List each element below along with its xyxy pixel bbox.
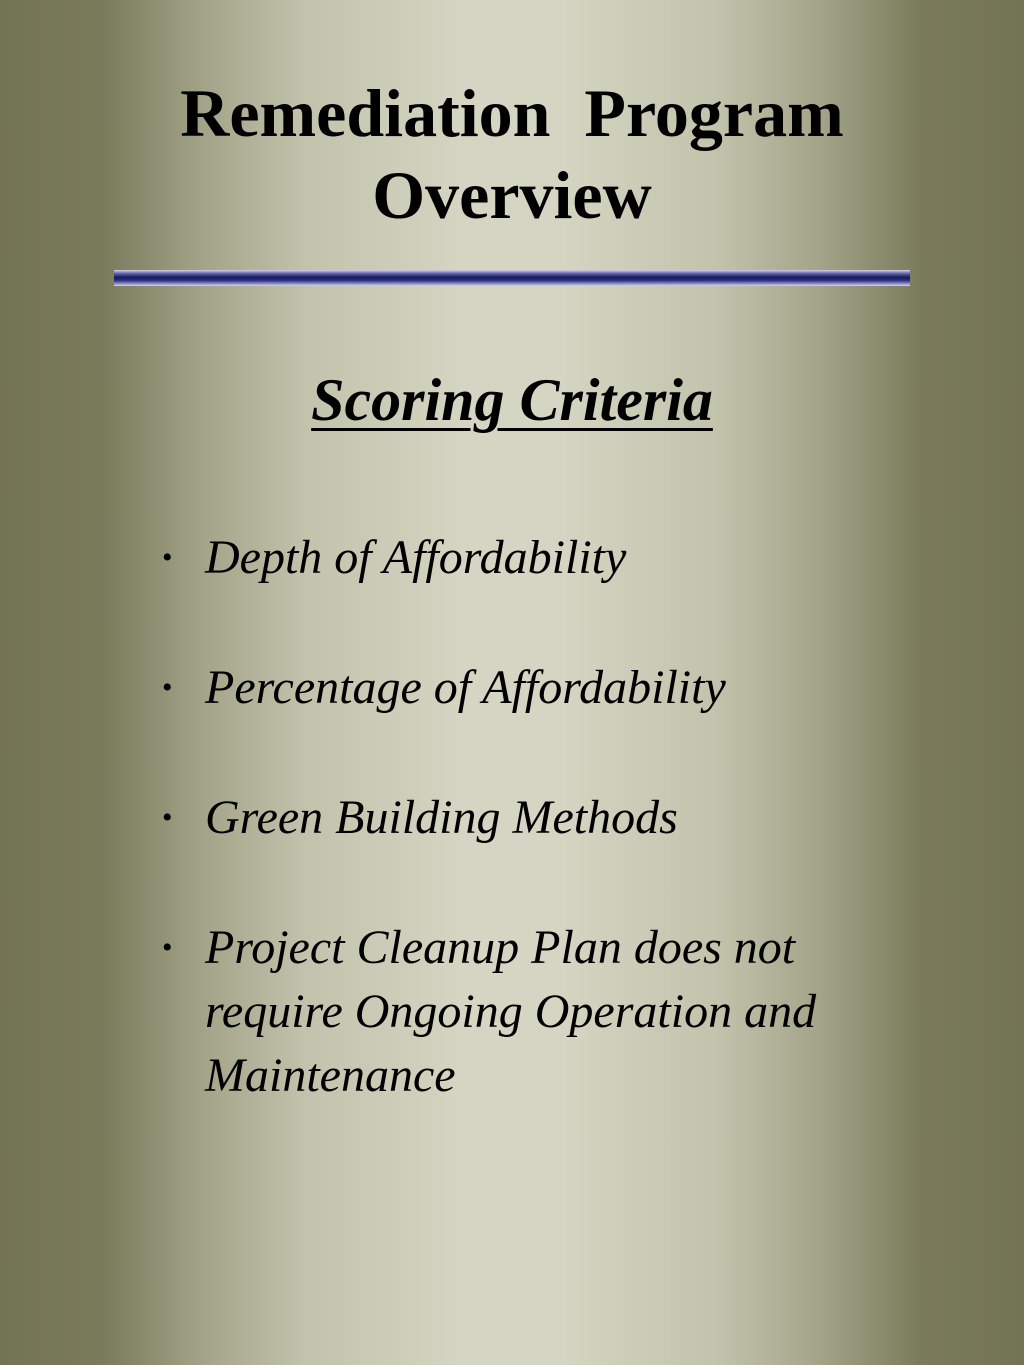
list-item	[150, 916, 910, 1108]
title-divider	[114, 270, 910, 286]
bullet-icon: •	[162, 671, 173, 704]
section-heading-text: Scoring Criteria	[311, 367, 713, 433]
bullet-icon: •	[162, 541, 173, 574]
section-heading	[0, 360, 1024, 440]
list-item-text: Green Building Methods	[205, 791, 678, 844]
list-item-text: Depth of Affordability	[205, 531, 627, 584]
slide-title-line-2: Overview	[372, 157, 652, 233]
slide-title	[0, 72, 1024, 236]
list-item	[150, 786, 910, 850]
slide-title-line-1: Remediation Program	[180, 75, 844, 151]
bullet-icon: •	[162, 801, 173, 834]
list-item	[150, 526, 910, 590]
list-item-text: Project Cleanup Plan does not require Ongoing Operation and Maintenance	[205, 921, 817, 1102]
bullet-icon: •	[162, 931, 173, 964]
list-item-text: Percentage of Affordability	[205, 661, 726, 714]
criteria-list	[150, 526, 910, 1174]
list-item	[150, 656, 910, 720]
